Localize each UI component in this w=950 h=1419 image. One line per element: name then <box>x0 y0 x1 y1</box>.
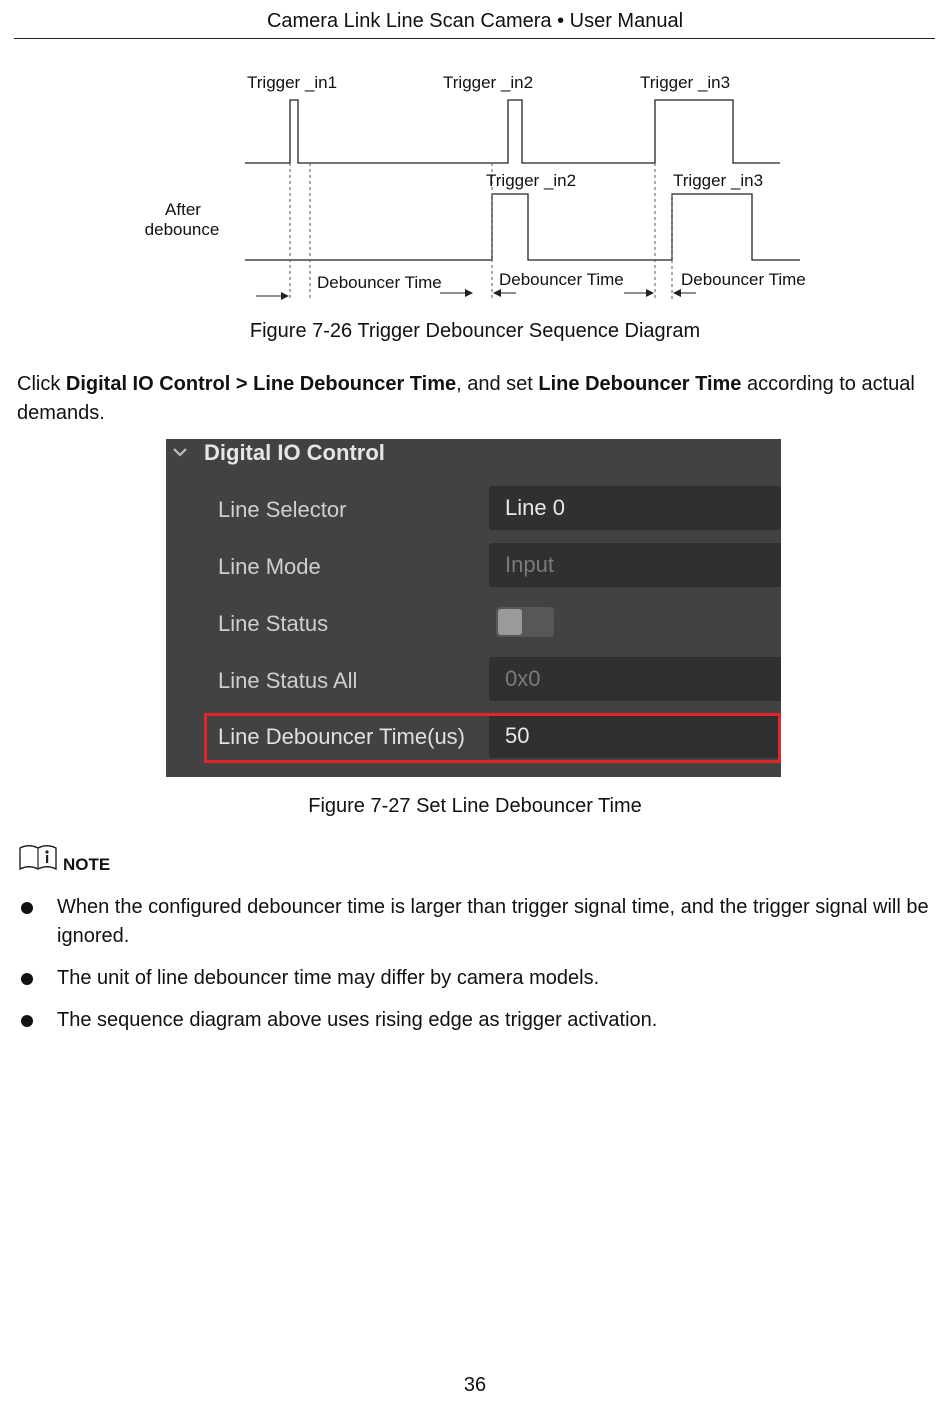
note-item-text: The sequence diagram above uses rising edge as trigger activation. <box>57 1009 658 1031</box>
line-mode-dropdown <box>489 543 781 587</box>
label-debouncer-time-3: Debouncer Time <box>681 270 806 289</box>
note-item-text: When the configured debouncer time is larger than trigger signal time, and the trigger signal will be ignored. <box>57 896 929 947</box>
figure-caption-7-27: Figure 7-27 Set Line Debouncer Time <box>308 795 642 817</box>
para-text-1: Click <box>17 373 66 395</box>
note-list <box>18 893 938 1048</box>
bullet-dot <box>21 1015 33 1027</box>
label-after-trigger-in3: Trigger _in3 <box>673 171 764 190</box>
figure-caption-7-26: Figure 7-26 Trigger Debouncer Sequence Diagram <box>249 320 701 342</box>
digital-io-control-panel <box>166 439 781 777</box>
label-trigger-in2: Trigger _in2 <box>443 73 534 92</box>
line-status-all-value: 0x0 <box>505 666 541 691</box>
debounced-waveform <box>245 194 800 260</box>
label-trigger-in1: Trigger _in1 <box>247 73 338 92</box>
line-mode-value: Input <box>505 552 554 577</box>
label-trigger-in3: Trigger _in3 <box>640 73 731 92</box>
highlight-box <box>204 713 781 763</box>
line-mode-label: Line Mode <box>218 554 321 579</box>
raw-trigger-waveform <box>245 100 780 163</box>
para-text-2: , and set <box>456 373 539 395</box>
para-bold-2: Line Debouncer Time <box>538 373 742 395</box>
line-status-all-field <box>489 657 781 701</box>
instruction-paragraph <box>17 370 932 428</box>
note-label: NOTE <box>63 855 111 874</box>
list-item <box>18 893 938 951</box>
chevron-down-icon[interactable] <box>171 443 189 461</box>
line-status-toggle[interactable] <box>496 607 554 637</box>
label-debounce: debounce <box>144 220 220 239</box>
debouncer-time-arrows <box>256 293 696 296</box>
note-item-text: The unit of line debouncer time may differ by camera models. <box>57 967 600 989</box>
debouncer-sequence-diagram <box>130 60 820 310</box>
running-header: Camera Link Line Scan Camera • User Manual <box>266 10 684 32</box>
line-selector-value: Line 0 <box>505 495 565 520</box>
label-after-trigger-in2: Trigger _in2 <box>486 171 577 190</box>
line-status-all-label: Line Status All <box>218 668 358 693</box>
line-status-label: Line Status <box>218 611 329 636</box>
toggle-knob <box>498 609 522 635</box>
header-divider <box>14 38 935 39</box>
bullet-dot <box>21 973 33 985</box>
label-after: After <box>165 200 201 219</box>
line-selector-dropdown[interactable] <box>489 486 781 530</box>
para-text-3: according to actual demands. <box>17 373 915 424</box>
note-book-icon <box>18 842 58 872</box>
para-bold-1: Digital IO Control > Line Debouncer Time <box>65 373 457 395</box>
label-debouncer-time-1: Debouncer Time <box>317 273 442 292</box>
bullet-dot <box>21 902 33 914</box>
page-number: 36 <box>463 1374 487 1396</box>
list-item <box>18 1006 938 1035</box>
line-debouncer-time-label: Line Debouncer Time(us) <box>218 724 466 749</box>
panel-title: Digital IO Control <box>204 440 385 465</box>
line-selector-label: Line Selector <box>218 497 347 522</box>
label-debouncer-time-2: Debouncer Time <box>499 270 624 289</box>
line-debouncer-time-value: 50 <box>505 723 530 748</box>
list-item <box>18 964 938 993</box>
